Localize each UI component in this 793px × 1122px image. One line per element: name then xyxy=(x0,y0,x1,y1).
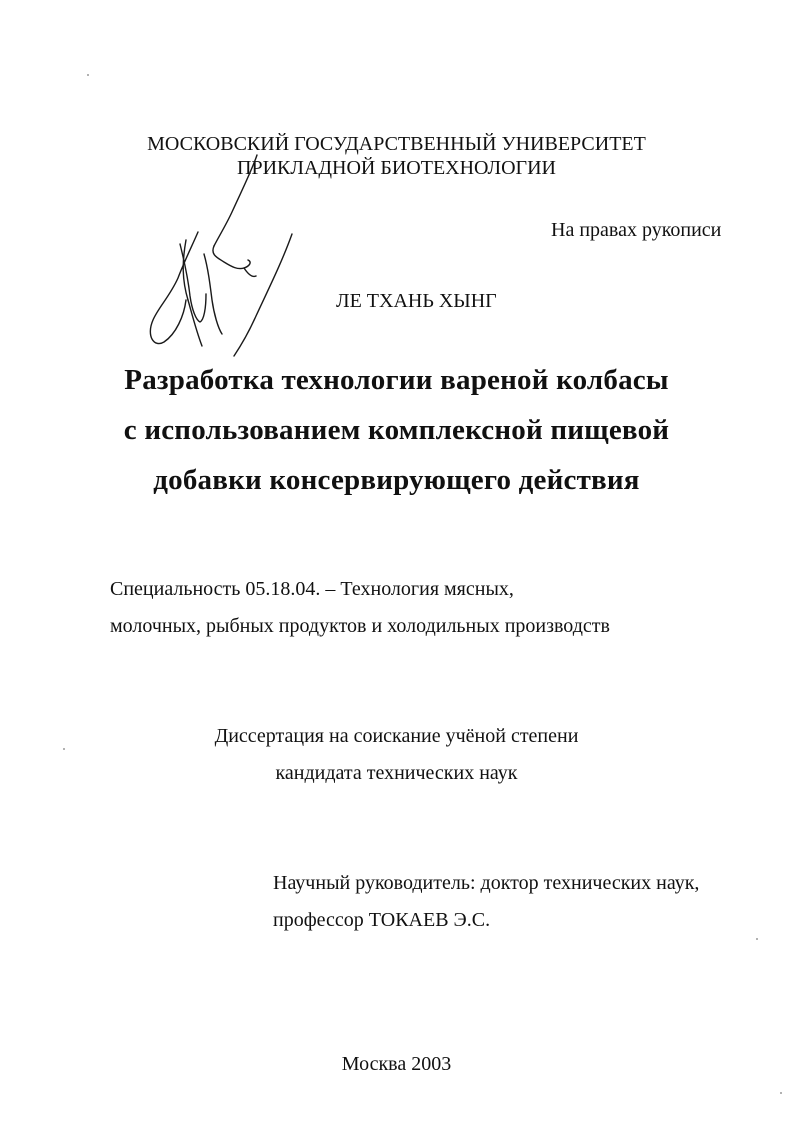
author-name: ЛЕ ТХАНЬ ХЫНГ xyxy=(336,290,497,312)
university-name-line-2: ПРИКЛАДНОЙ БИОТЕХНОЛОГИИ xyxy=(237,157,556,179)
scan-speck xyxy=(756,938,758,940)
degree-line-2: кандидата технических наук xyxy=(275,762,518,784)
city-and-year: Москва 2003 xyxy=(341,1053,452,1075)
scan-speck xyxy=(780,1092,782,1094)
scan-speck xyxy=(63,748,65,750)
specialty-line-1: Специальность 05.18.04. – Технология мясных, xyxy=(110,578,514,600)
degree-line-1: Диссертация на соискание учёной степени xyxy=(214,725,579,747)
specialty-line-2: молочных, рыбных продуктов и холодильных производств xyxy=(110,615,610,637)
manuscript-rights-note: На правах рукописи xyxy=(551,219,722,241)
scan-speck xyxy=(87,74,89,76)
supervisor-line-1: Научный руководитель: доктор технических наук, xyxy=(273,872,700,894)
dissertation-title-line-2: с использованием комплексной пищевой xyxy=(123,414,670,446)
supervisor-line-2: профессор ТОКАЕВ Э.С. xyxy=(273,909,491,931)
handwritten-signature xyxy=(140,150,310,380)
university-name-line-1: МОСКОВСКИЙ ГОСУДАРСТВЕННЫЙ УНИВЕРСИТЕТ xyxy=(147,133,646,155)
dissertation-title-line-1: Разработка технологии вареной колбасы xyxy=(124,364,669,396)
dissertation-title-line-3: добавки консервирующего действия xyxy=(153,464,640,496)
